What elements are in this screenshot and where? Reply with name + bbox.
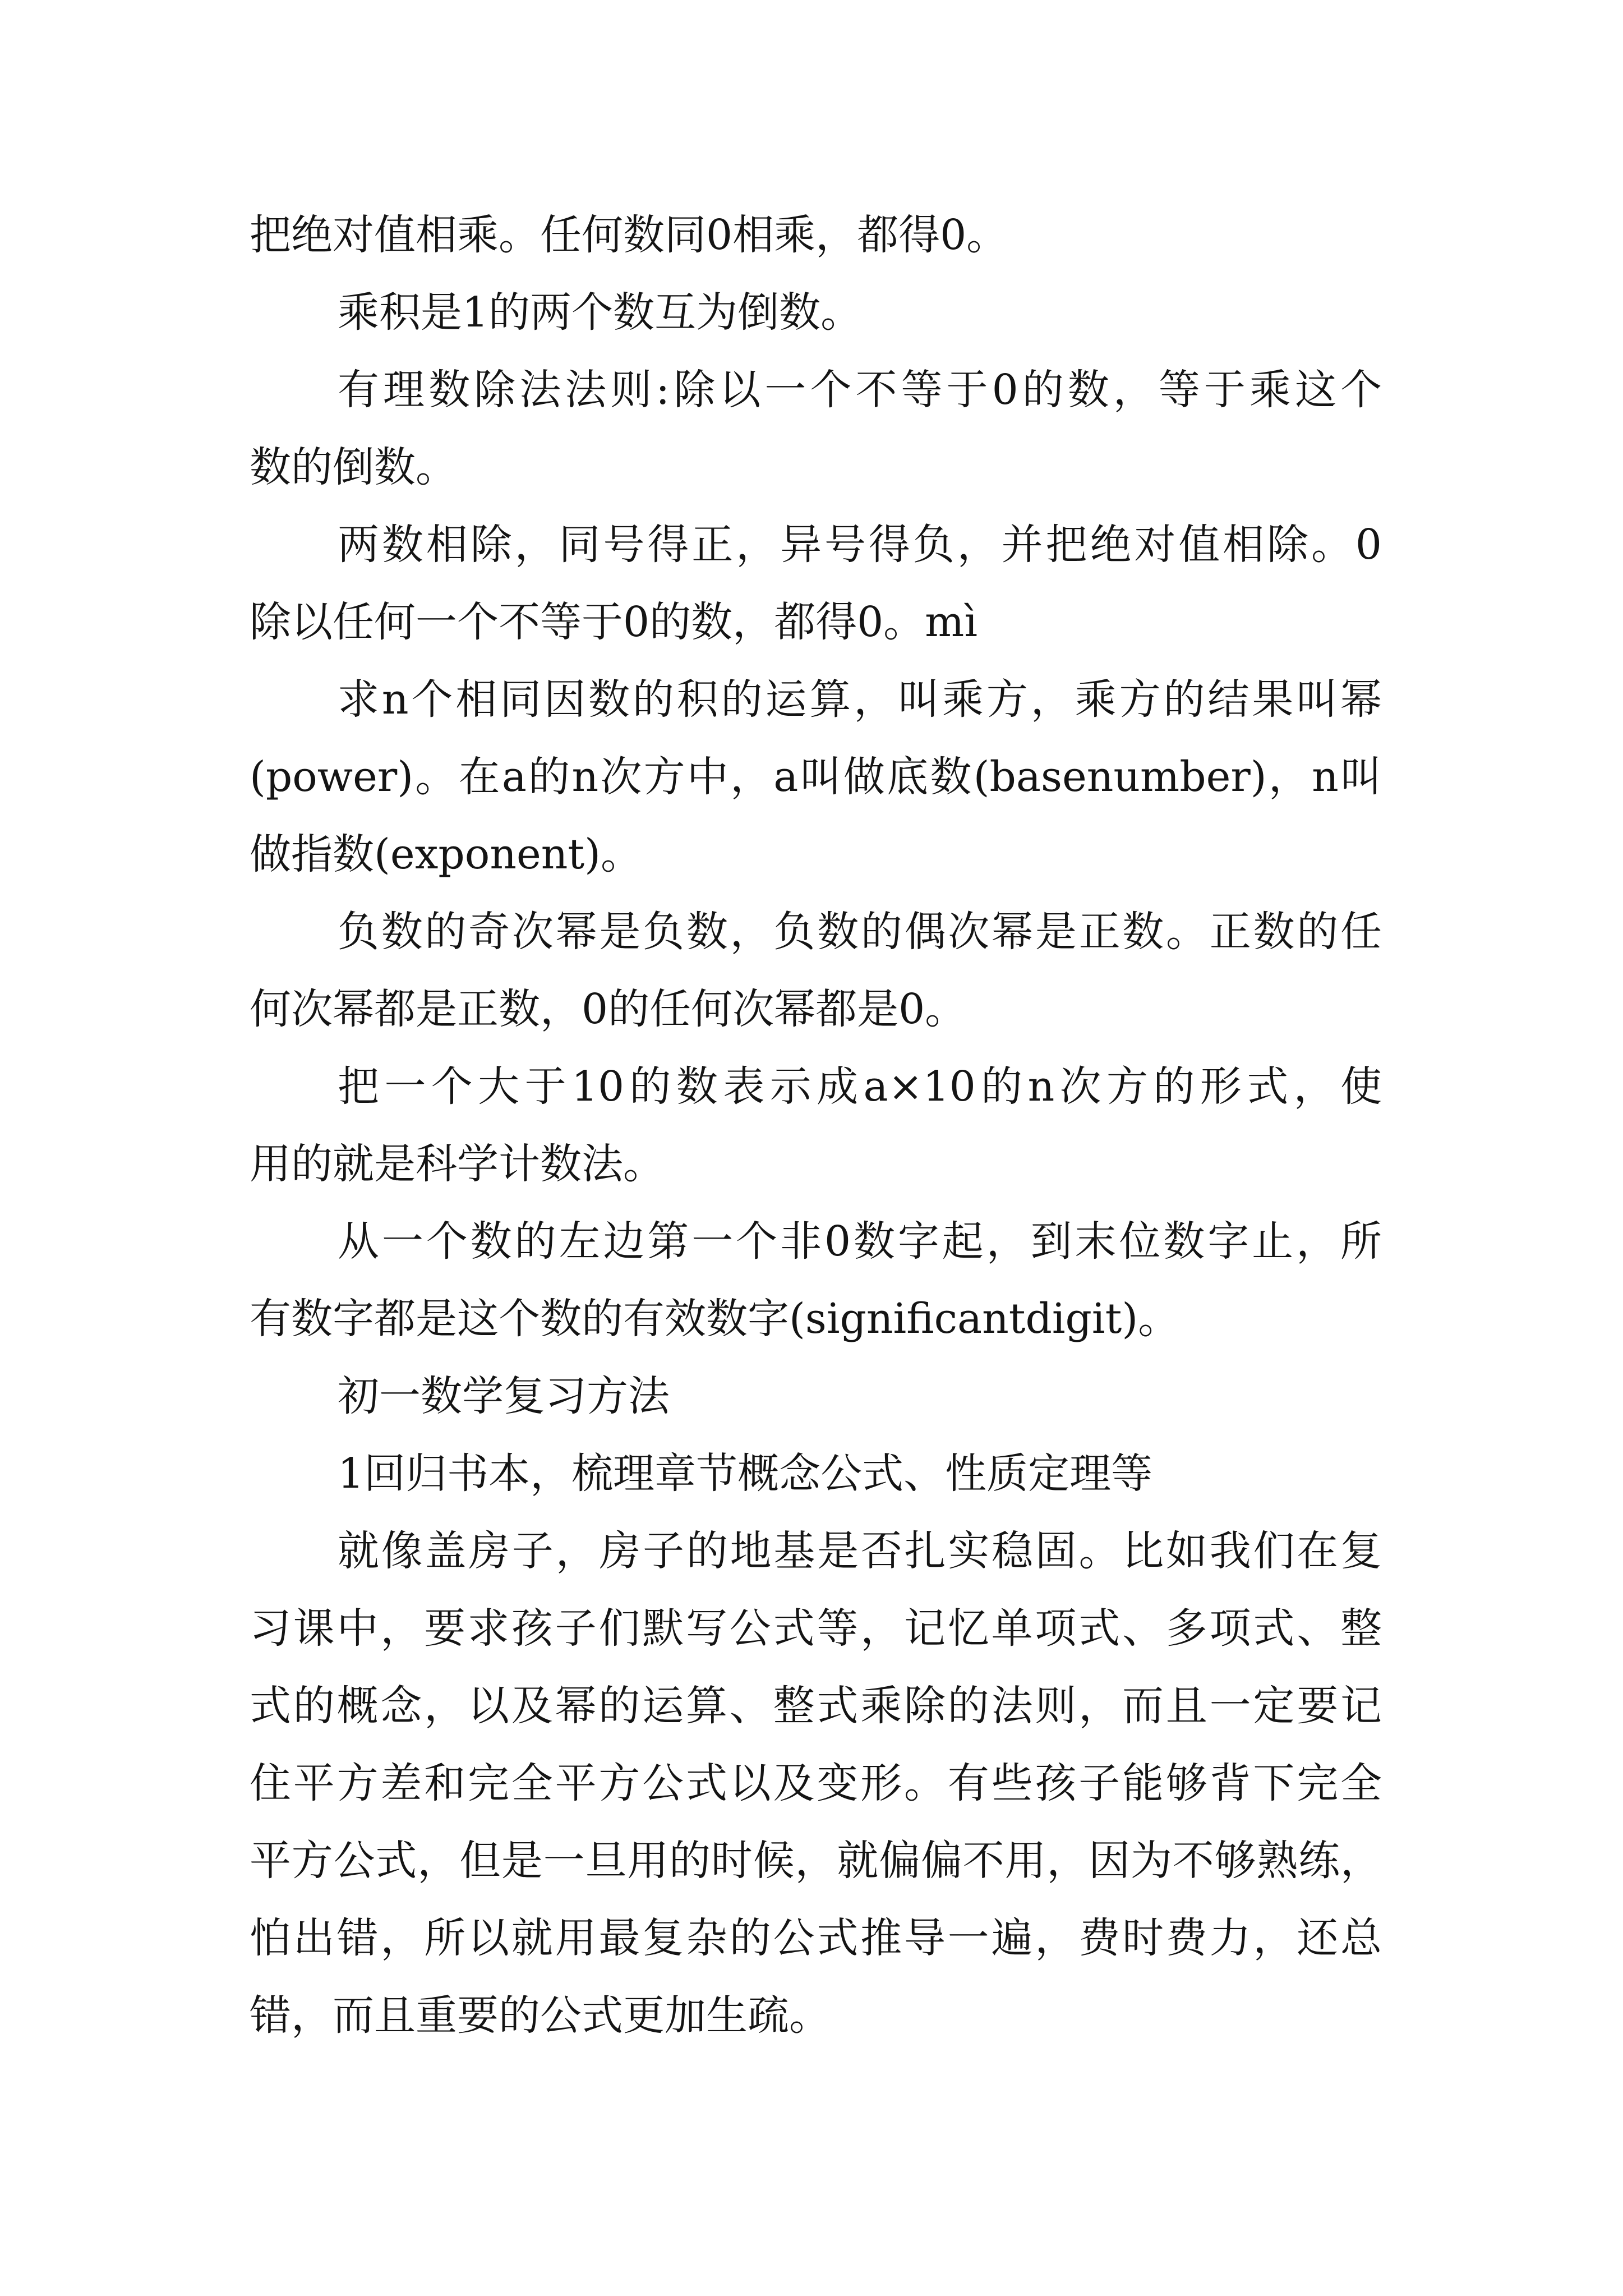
paragraph [250,661,1382,893]
text-line: 何次幂都是正数，0的任何次幂都是0。 [250,985,967,1033]
text-line: 就像盖房子，房子的地基是否扎实稳固。比如我们在复 [338,1527,1382,1575]
paragraph [250,351,1382,506]
text-line: 从一个数的左边第一个非0数字起，到末位数字止，所 [338,1217,1382,1266]
paragraph [250,1203,1382,1358]
text-line: 负数的奇次幂是负数，负数的偶次幂是正数。正数的任 [338,908,1382,956]
text-line: 住平方差和完全平方公式以及变形。有些孩子能够背下完全 [250,1759,1382,1807]
text-line: 习课中，要求孩子们默写公式等，记忆单项式、多项式、整 [250,1604,1382,1653]
text-line: 把一个大于10的数表示成a×10的n次方的形式，使 [338,1062,1382,1111]
text-line: 两数相除，同号得正，异号得负，并把绝对值相除。0 [338,521,1382,569]
text-line: 1回归书本，梳理章节概念公式、性质定理等 [338,1450,1153,1498]
text-line: 平方公式，但是一旦用的时候，就偏偏不用，因为不够熟练， [250,1837,1382,1885]
paragraph [250,1512,1382,2054]
text-line: 把绝对值相乘。任何数同0相乘，都得0。 [250,211,1008,259]
text-line: 错，而且重要的公式更加生疏。 [250,1991,831,2040]
document-body [250,196,1382,2054]
text-line: 有数字都是这个数的有效数字(significantdigit)。 [250,1295,1180,1343]
text-line: 用的就是科学计数法。 [250,1140,665,1188]
text-line: 数的倒数。 [250,443,457,491]
text-line: 做指数(exponent)。 [250,830,643,878]
text-line: (power)。在a的n次方中，a叫做底数(basenumber)，n叫 [250,753,1382,801]
paragraph [250,893,1382,1048]
text-line: 有理数除法法则:除以一个不等于0的数，等于乘这个 [338,366,1382,414]
subsection-heading [250,1435,1382,1512]
text-line: 初一数学复习方法 [338,1372,670,1420]
paragraph [250,196,1382,274]
paragraph [250,506,1382,661]
text-line: 式的概念，以及幂的运算、整式乘除的法则，而且一定要记 [250,1682,1382,1730]
text-line: 怕出错，所以就用最复杂的公式推导一遍，费时费力，还总 [250,1914,1382,1962]
paragraph [250,1048,1382,1203]
paragraph [250,274,1382,351]
text-line: 乘积是1的两个数互为倒数。 [338,288,863,337]
text-line: 求n个相同因数的积的运算，叫乘方，乘方的结果叫幂 [338,675,1382,724]
section-heading [250,1358,1382,1435]
text-line: 除以任何一个不等于0的数，都得0。mì [250,598,978,646]
